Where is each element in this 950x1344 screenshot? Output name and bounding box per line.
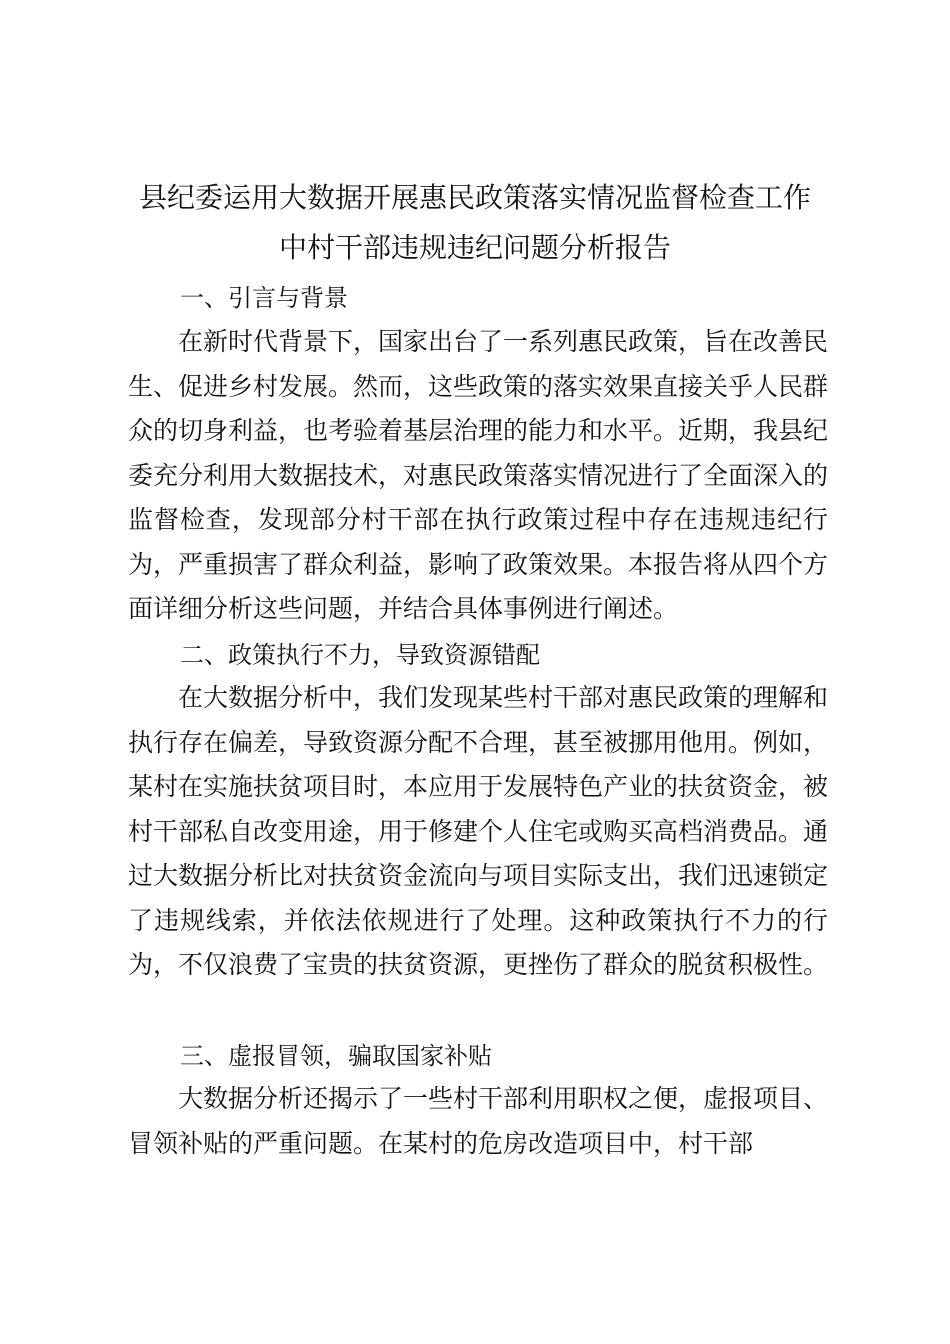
document-title-line-2: 中村干部违规违纪问题分析报告 [278, 231, 671, 264]
section-heading-2: 二、政策执行不力，导致资源错配 [180, 641, 540, 669]
section-paragraph-2: 在大数据分析中，我们发现某些村干部对惠民政策的理解和执行存在偏差，导致资源分配不合理，甚至被挪用他用。例如，某村在实施扶贫项目时，本应用于发展特色产业的扶贫资金，被村干部私自改变用途，用于修建个人住宅或购买高档消费品。通过大数据分析比对扶贫资金流向与项目实际支出，我们迅速锁定了违规线索，并依法依规进行了处理。这种政策执行不力的行为，不仅浪费了宝贵的扶贫资源，更挫伤了群众的脱贫积极性。 [128, 683, 829, 979]
section-paragraph-3: 大数据分析还揭示了一些村干部利用职权之便，虚报项目、冒领补贴的严重问题。在某村的危房改造项目中，村干部 [128, 1084, 829, 1158]
document-title-line-1: 县纪委运用大数据开展惠民政策落实情况监督检查工作 [138, 181, 811, 214]
section-paragraph-1: 在新时代背景下，国家出台了一系列惠民政策，旨在改善民生、促进乡村发展。然而，这些政策的落实效果直接关乎人民群众的切身利益，也考验着基层治理的能力和水平。近期，我县纪委充分利用大数据技术，对惠民政策落实情况进行了全面深入的监督检查，发现部分村干部在执行政策过程中存在违规违纪行为，严重损害了群众利益，影响了政策效果。本报告将从四个方面详细分析这些问题，并结合具体事例进行阐述。 [128, 327, 829, 623]
section-heading-3: 三、虚报冒领，骗取国家补贴 [180, 1042, 492, 1070]
section-heading-1: 一、引言与背景 [180, 284, 348, 312]
